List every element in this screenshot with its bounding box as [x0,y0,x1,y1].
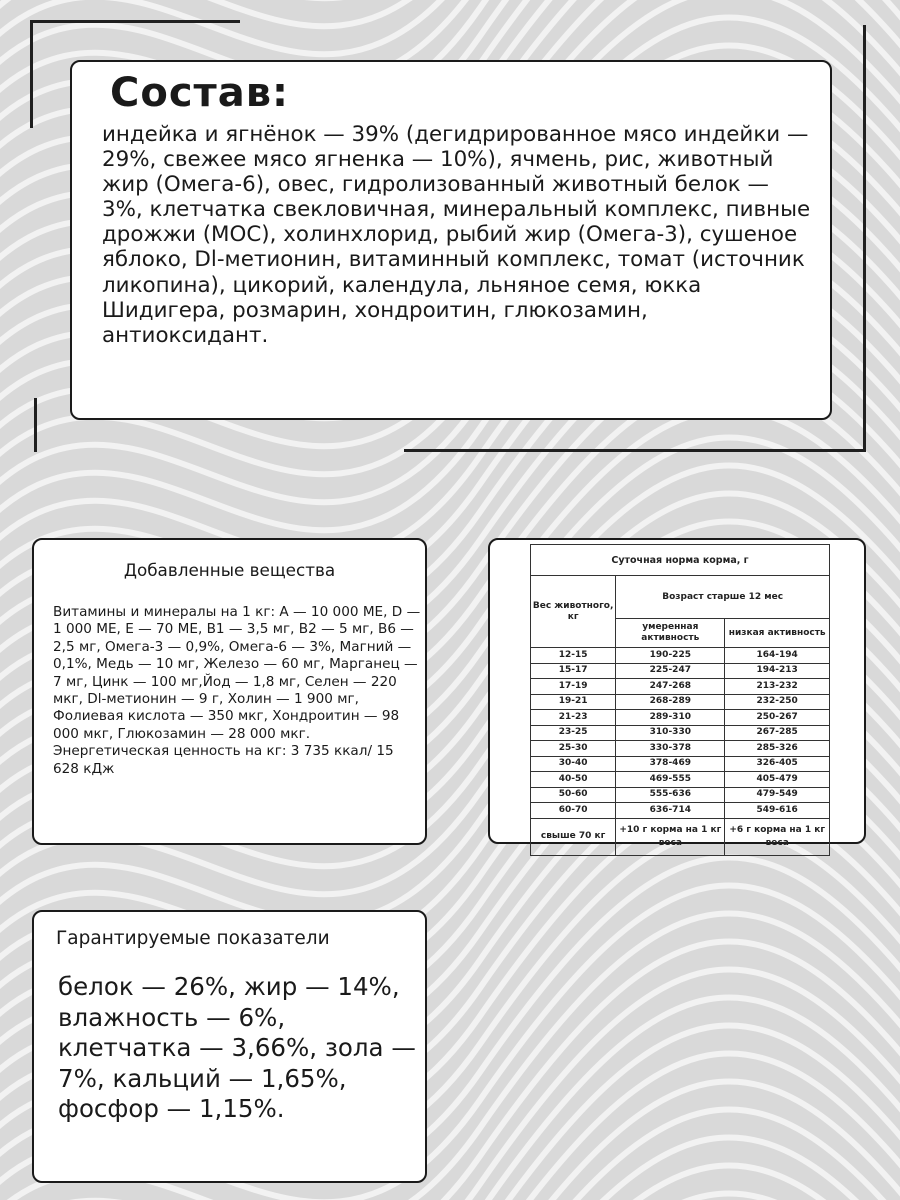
table-cell: 25-30 [531,741,616,757]
table-title: Суточная норма корма, г [531,545,830,576]
table-cell: 15-17 [531,663,616,679]
additives-text: Витамины и минералы на 1 кг: А — 10 000 МЕ, D — 1 000 МЕ, Е — 70 МЕ, В1 — 3,5 мг, В2 — 5 мг, В6 — 2,5 мг, Омега-3 — 0,9%, Омега-6 — 3%, Магний — 0,1%, Медь — 10 мг, Железо — 60 мг, Марганец — 7 мг, Цинк — 100 мг,Йод — 1,8 мг, Селен — 220 мкг, Dl-метионин — 9 г, Холин — 1 900 мг, Фолиевая кислота — 350 мкг, Хондроитин — 98 000 мкг, Глюкозамин — 28 000 мкг. Энергетическая ценность на кг: 3 735 ккал/ 15 628 кДж [53,604,421,777]
composition-text: индейка и ягнёнок — 39% (дегидрированное мясо индейки — 29%, свежее мясо ягненка — 10%), ячмень, рис, животный жир (Омега-6), овес, гидролизованный животный белок — 3%, клетчатка свекловичная, минеральный комплекс, пивные дрожжи (МОС), холинхлорид, рыбий жир (Омега-3), сушеное яблоко, Dl-метионин, витаминный комплекс, томат (источник ликопина), цикорий, календула, льняное семя, юкка Шидигера, розмарин, хондроитин, глюкозамин, антиоксидант. [102,122,811,348]
table-cell: 289-310 [616,710,725,726]
table-cell: +10 г корма на 1 кг веса [616,818,725,855]
table-cell: 267-285 [725,725,830,741]
table-row [531,663,830,679]
table-footer-row [531,818,830,855]
table-cell: 247-268 [616,679,725,695]
table-cell: 268-289 [616,694,725,710]
table-cell: 40-50 [531,772,616,788]
table-cell: 555-636 [616,787,725,803]
table-cell: 194-213 [725,663,830,679]
table-cell: 190-225 [616,648,725,664]
table-cell: 636-714 [616,803,725,819]
table-cell: свыше 70 кг [531,818,616,855]
table-cell: 225-247 [616,663,725,679]
moderate-activity-header: умеренная активность [616,619,725,648]
table-row [531,648,830,664]
table-cell: 232-250 [725,694,830,710]
age-header: Возраст старше 12 мес [616,576,830,619]
table-cell: 469-555 [616,772,725,788]
table-row [531,725,830,741]
table-cell: 326-405 [725,756,830,772]
table-cell: 330-378 [616,741,725,757]
table-cell: 405-479 [725,772,830,788]
table-cell: 310-330 [616,725,725,741]
table-row [531,694,830,710]
table-cell: 164-194 [725,648,830,664]
table-cell: 12-15 [531,648,616,664]
composition-card [70,60,832,420]
table-row [531,803,830,819]
table-cell: 17-19 [531,679,616,695]
composition-title: Состав: [110,70,290,116]
table-cell: 479-549 [725,787,830,803]
feeding-table [530,544,830,856]
table-cell: 19-21 [531,694,616,710]
additives-title: Добавленные вещества [123,560,336,580]
table-cell: 213-232 [725,679,830,695]
table-cell: 549-616 [725,803,830,819]
table-cell: +6 г корма на 1 кг веса [725,818,830,855]
feeding-table-card [488,538,866,848]
table-cell: 50-60 [531,787,616,803]
table-cell: 378-469 [616,756,725,772]
additives-card [32,538,427,845]
low-activity-header: низкая активность [725,619,830,648]
guarantee-card [32,910,427,1183]
table-cell: 23-25 [531,725,616,741]
table-row [531,679,830,695]
table-cell: 285-326 [725,741,830,757]
table-row [531,710,830,726]
guarantee-title: Гарантируемые показатели [56,928,330,949]
table-cell: 250-267 [725,710,830,726]
table-cell: 30-40 [531,756,616,772]
table-cell: 60-70 [531,803,616,819]
guarantee-text: белок — 26%, жир — 14%, влажность — 6%, клетчатка — 3,66%, зола — 7%, кальций — 1,65%, фосфор — 1,15%. [58,972,416,1123]
table-row [531,756,830,772]
weight-column-header: Вес животного, кг [531,576,616,648]
table-cell: 21-23 [531,710,616,726]
table-row [531,772,830,788]
table-row [531,741,830,757]
table-row [531,787,830,803]
